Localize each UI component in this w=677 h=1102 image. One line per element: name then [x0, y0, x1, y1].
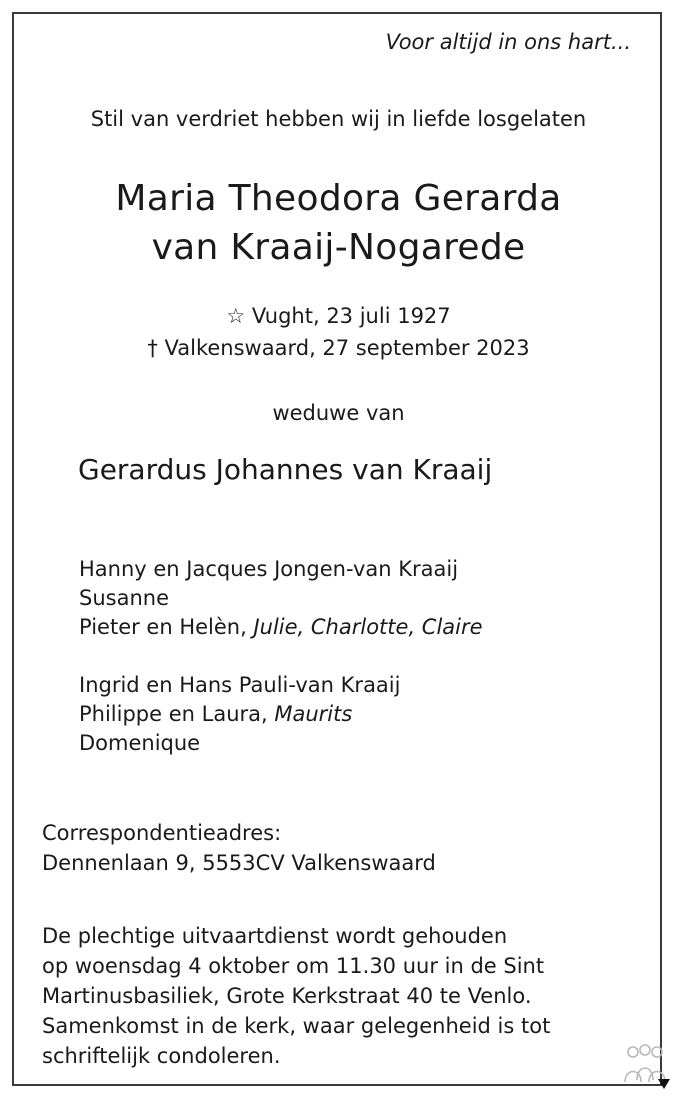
widow-of-label: weduwe van — [272, 401, 405, 425]
correspondence-address: Dennenlaan 9, 5553CV Valkenswaard — [42, 851, 436, 875]
death-date: † Valkenswaard, 27 september 2023 — [147, 336, 530, 360]
service-line: op woensdag 4 oktober om 11.30 uur in de Sint — [42, 954, 545, 978]
condolence-widget[interactable] — [619, 1044, 671, 1090]
family-line: Philippe en Laura, Maurits — [79, 702, 353, 726]
motto: Voor altijd in ons hart... — [385, 30, 631, 54]
family-line: Pieter en Helèn, Julie, Charlotte, Claire — [79, 615, 483, 639]
correspondence-label: Correspondentieadres: — [42, 821, 282, 845]
intro-text: Stil van verdriet hebben wij in liefde losgelaten — [90, 107, 587, 131]
birth-date: ☆ Vught, 23 juli 1927 — [226, 304, 451, 328]
family-line: Domenique — [79, 731, 201, 755]
spouse-name: Gerardus Johannes van Kraaij — [78, 453, 493, 486]
family-line: Susanne — [79, 586, 169, 610]
service-line: Samenkomst in de kerk, waar gelegenheid is tot — [42, 1014, 551, 1038]
deceased-name-line2: van Kraaij-Nogarede — [151, 227, 526, 268]
correspondence-block — [42, 818, 436, 878]
service-line: schriftelijk condoleren. — [42, 1044, 281, 1068]
deceased-name-line1: Maria Theodora Gerarda — [115, 178, 562, 219]
family-group-2 — [79, 671, 400, 758]
family-line: Hanny en Jacques Jongen-van Kraaij — [79, 557, 459, 581]
family-group-1 — [79, 555, 483, 642]
triangle-down-icon[interactable] — [657, 1078, 671, 1090]
service-line: Martinusbasiliek, Grote Kerkstraat 40 te Venlo. — [42, 984, 532, 1008]
service-block — [42, 921, 550, 1071]
family-line: Ingrid en Hans Pauli-van Kraaij — [79, 673, 401, 697]
service-line: De plechtige uitvaartdienst wordt gehouden — [42, 924, 508, 948]
